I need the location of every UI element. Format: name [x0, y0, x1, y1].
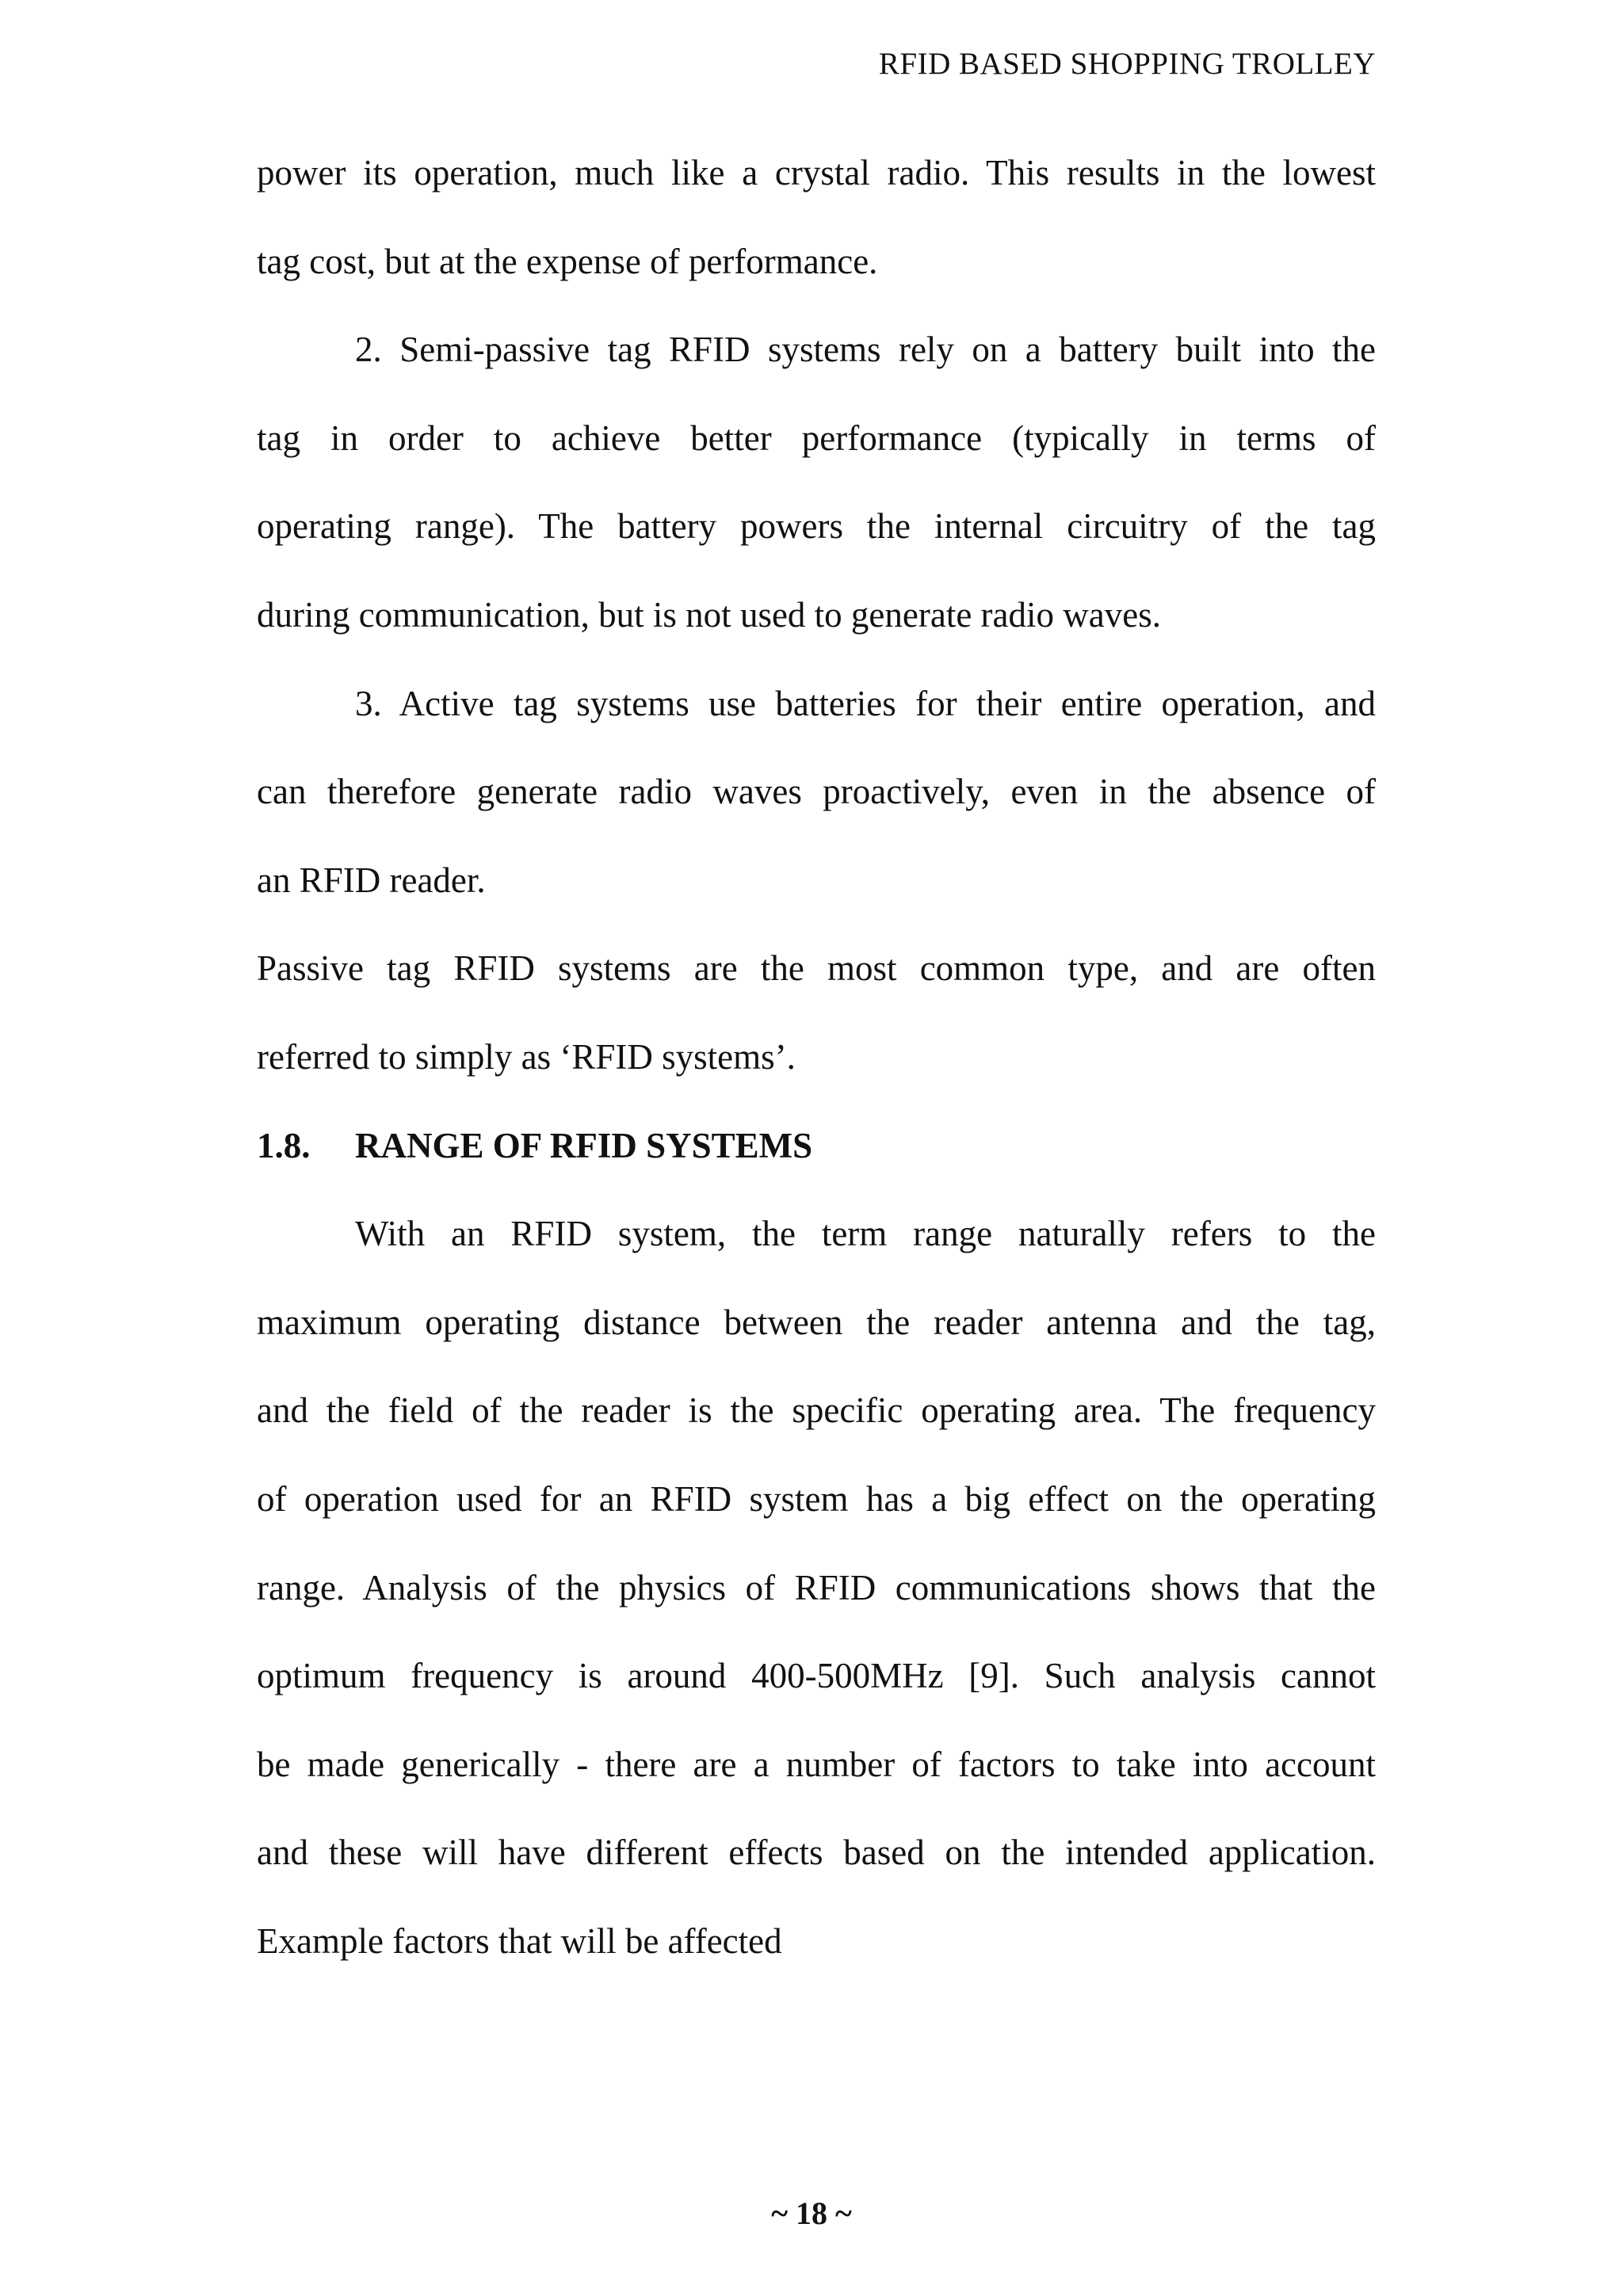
text-line: Passive tag RFID systems are the most common type, and are often	[257, 948, 1376, 989]
text-line: of operation used for an RFID system has a big effect on the operating	[257, 1478, 1376, 1519]
text-line: an RFID reader.	[257, 860, 486, 900]
section-number: 1.8.	[257, 1125, 311, 1165]
text-line: 3. Active tag systems use batteries for their entire operation, and	[355, 683, 1376, 723]
text-line: 2. Semi-passive tag RFID systems rely on a battery built into the	[355, 330, 1376, 370]
text-line: With an RFID system, the term range naturally refers to the	[355, 1214, 1376, 1254]
text-line: tag cost, but at the expense of performance.	[257, 241, 878, 281]
text-line: be made generically - there are a number of factors to take into account	[257, 1744, 1376, 1784]
text-line: can therefore generate radio waves proactively, even in the absence of	[257, 772, 1376, 812]
section-heading	[257, 1111, 1376, 1199]
text-line: and these will have different effects based on the intended application.	[257, 1833, 1376, 1873]
running-header: RFID BASED SHOPPING TROLLEY	[878, 47, 1376, 81]
text-line: maximum operating distance between the reader antenna and the tag,	[257, 1302, 1376, 1342]
text-line: Example factors that will be affected	[257, 1920, 782, 1961]
text-line: range. Analysis of the physics of RFID communications shows that the	[257, 1567, 1376, 1608]
page-number: ~ 18 ~	[771, 2195, 852, 2231]
body-text	[257, 138, 1376, 1994]
text-line: tag in order to achieve better performance (typically in terms of	[257, 418, 1376, 458]
text-line: operating range). The battery powers the internal circuitry of the tag	[257, 506, 1376, 547]
section-title: RANGE OF RFID SYSTEMS	[355, 1125, 813, 1165]
text-line: during communication, but is not used to generate radio waves.	[257, 594, 1161, 635]
text-line: referred to simply as ‘RFID systems’.	[257, 1036, 796, 1077]
text-line: optimum frequency is around 400-500MHz [9]. Such analysis cannot	[257, 1656, 1376, 1696]
text-line: power its operation, much like a crystal radio. This results in the lowest	[257, 153, 1376, 193]
text-line: and the field of the reader is the specific operating area. The frequency	[257, 1390, 1376, 1431]
